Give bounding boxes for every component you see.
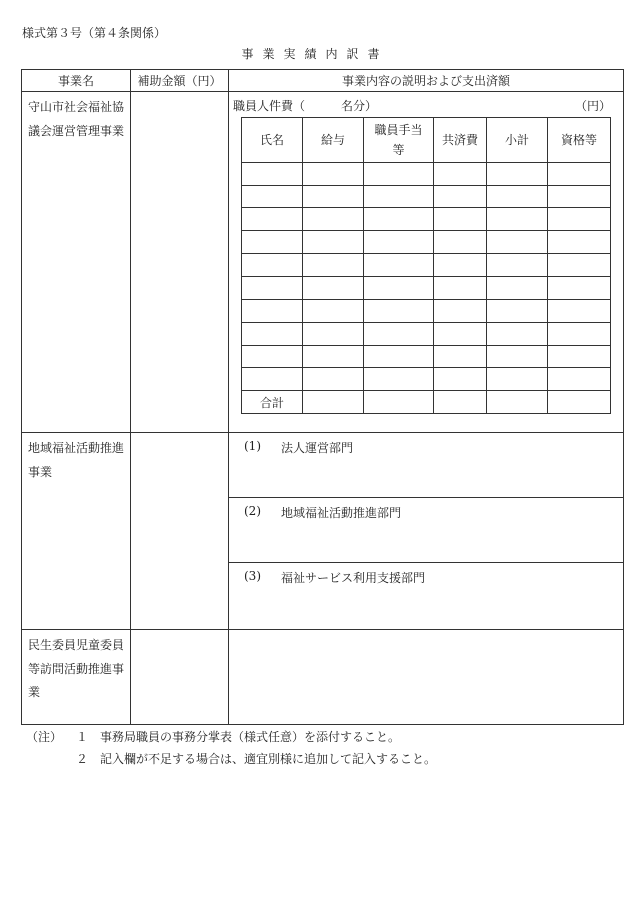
staff-cell[interactable]	[303, 185, 364, 208]
staff-cell[interactable]	[364, 277, 434, 300]
staff-cell[interactable]	[303, 277, 364, 300]
staff-cell[interactable]	[303, 368, 364, 391]
header-project-name: 事業名	[22, 70, 131, 92]
notes-tag: （注）	[26, 730, 63, 744]
note-text: 記入欄が不足する場合は、適宜別様に追加して記入すること。	[100, 752, 437, 766]
staff-cell[interactable]	[434, 345, 487, 368]
staff-row	[242, 254, 611, 277]
dept-section[interactable]	[229, 563, 623, 628]
staff-cell[interactable]	[434, 299, 487, 322]
staff-cell[interactable]	[303, 322, 364, 345]
staff-total-label: 合計	[242, 391, 303, 414]
dept-number: (1)	[244, 439, 261, 454]
staff-cell[interactable]	[364, 345, 434, 368]
staff-cell[interactable]	[364, 162, 434, 185]
staff-cell[interactable]	[303, 208, 364, 231]
staff-cell[interactable]	[487, 322, 548, 345]
dept-section[interactable]	[229, 433, 623, 498]
staff-cell[interactable]	[548, 254, 611, 277]
staff-row	[242, 322, 611, 345]
staff-cell[interactable]	[487, 254, 548, 277]
staff-cell[interactable]	[434, 231, 487, 254]
note-item	[26, 728, 546, 750]
staff-cell[interactable]	[303, 162, 364, 185]
staff-cost-table	[241, 117, 611, 414]
staff-row	[242, 277, 611, 300]
project-name-cell	[22, 630, 131, 725]
staff-row	[242, 162, 611, 185]
staff-total-row	[242, 391, 611, 414]
table-row	[22, 433, 624, 630]
description-cell	[229, 433, 624, 630]
notes-section	[26, 728, 546, 772]
staff-cost-section	[229, 92, 623, 430]
staff-cell[interactable]	[364, 208, 434, 231]
staff-header-name: 氏名	[242, 118, 303, 163]
staff-row	[242, 208, 611, 231]
dept-number: (2)	[244, 504, 261, 519]
note-number: ２	[76, 752, 89, 766]
staff-cell[interactable]	[548, 185, 611, 208]
staff-cell[interactable]	[364, 391, 434, 414]
staff-cell[interactable]	[487, 208, 548, 231]
staff-cell[interactable]	[242, 254, 303, 277]
staff-cell[interactable]	[548, 231, 611, 254]
staff-cell[interactable]	[303, 231, 364, 254]
staff-row	[242, 368, 611, 391]
staff-cell[interactable]	[487, 345, 548, 368]
description-cell[interactable]	[229, 630, 624, 725]
staff-cell[interactable]	[434, 277, 487, 300]
staff-cell[interactable]	[487, 162, 548, 185]
staff-cell[interactable]	[364, 231, 434, 254]
staff-cell[interactable]	[548, 322, 611, 345]
header-description: 事業内容の説明および支出済額	[229, 70, 624, 92]
staff-cell[interactable]	[548, 391, 611, 414]
staff-cell[interactable]	[364, 254, 434, 277]
report-table	[21, 69, 624, 725]
subsidy-amount-cell[interactable]	[131, 433, 229, 630]
staff-cell[interactable]	[364, 299, 434, 322]
staff-header-row	[242, 118, 611, 163]
staff-cost-heading	[233, 97, 611, 113]
staff-row	[242, 231, 611, 254]
staff-cell[interactable]	[434, 185, 487, 208]
staff-cell[interactable]	[487, 185, 548, 208]
form-number-label: 様式第３号（第４条関係）	[22, 26, 167, 40]
table-row	[22, 630, 624, 725]
staff-header-salary: 給与	[303, 118, 364, 163]
project-name: 地域福祉活動推進事業	[28, 441, 125, 479]
note-text: 事務局職員の事務分掌表（様式任意）を添付すること。	[100, 730, 401, 744]
staff-cell[interactable]	[487, 391, 548, 414]
table-row	[22, 92, 624, 433]
yen-unit-label: （円）	[574, 99, 611, 114]
note-number: １	[76, 730, 89, 744]
staff-header-subtotal: 小計	[487, 118, 548, 163]
staff-cell[interactable]	[434, 162, 487, 185]
staff-cell[interactable]	[242, 299, 303, 322]
staff-cell[interactable]	[487, 368, 548, 391]
staff-cell[interactable]	[548, 368, 611, 391]
staff-cell[interactable]	[487, 299, 548, 322]
staff-cell[interactable]	[548, 162, 611, 185]
project-name-cell	[22, 92, 131, 433]
header-subsidy-amount: 補助金額（円）	[131, 70, 229, 92]
staff-cell[interactable]	[242, 162, 303, 185]
staff-cell[interactable]	[303, 254, 364, 277]
staff-cell[interactable]	[303, 391, 364, 414]
staff-cell[interactable]	[242, 208, 303, 231]
staff-cost-label: 職員人件費（	[233, 99, 306, 114]
staff-cell[interactable]	[242, 345, 303, 368]
staff-cell[interactable]	[434, 208, 487, 231]
staff-cell[interactable]	[487, 277, 548, 300]
staff-cell[interactable]	[487, 231, 548, 254]
staff-cell[interactable]	[548, 299, 611, 322]
project-name: 守山市社会福祉協議会運営管理事業	[28, 100, 125, 138]
note-item	[26, 750, 546, 772]
dept-name: 福祉サービス利用支援部門	[281, 571, 426, 586]
staff-count-label: 名分）	[341, 99, 378, 114]
subsidy-amount-cell[interactable]	[131, 630, 229, 725]
project-name: 民生委員児童委員等訪問活動推進事業	[28, 638, 125, 700]
staff-cell[interactable]	[434, 322, 487, 345]
dept-name: 地域福祉活動推進部門	[281, 506, 402, 521]
dept-section[interactable]	[229, 498, 623, 563]
staff-cell[interactable]	[303, 299, 364, 322]
staff-cell[interactable]	[364, 368, 434, 391]
staff-cell[interactable]	[242, 231, 303, 254]
staff-header-qualification: 資格等	[548, 118, 611, 163]
staff-row	[242, 185, 611, 208]
staff-cell[interactable]	[434, 391, 487, 414]
staff-cell[interactable]	[548, 208, 611, 231]
project-name-cell	[22, 433, 131, 630]
staff-cell[interactable]	[303, 345, 364, 368]
staff-cell[interactable]	[364, 185, 434, 208]
staff-cell[interactable]	[364, 322, 434, 345]
header-row	[22, 70, 624, 92]
subsidy-amount-cell[interactable]	[131, 92, 229, 433]
staff-cell[interactable]	[548, 277, 611, 300]
description-cell	[229, 92, 624, 433]
staff-cell[interactable]	[242, 277, 303, 300]
staff-cell[interactable]	[434, 254, 487, 277]
document-title: 事業実績内訳書	[241, 47, 389, 61]
staff-cell[interactable]	[242, 185, 303, 208]
staff-cell[interactable]	[548, 345, 611, 368]
staff-cell[interactable]	[242, 322, 303, 345]
staff-header-mutual-aid: 共済費	[434, 118, 487, 163]
staff-row	[242, 299, 611, 322]
staff-header-allowance: 職員手当等	[364, 118, 434, 163]
dept-number: (3)	[244, 569, 261, 584]
staff-cell[interactable]	[242, 368, 303, 391]
staff-row	[242, 345, 611, 368]
dept-name: 法人運営部門	[281, 441, 354, 456]
staff-cell[interactable]	[434, 368, 487, 391]
